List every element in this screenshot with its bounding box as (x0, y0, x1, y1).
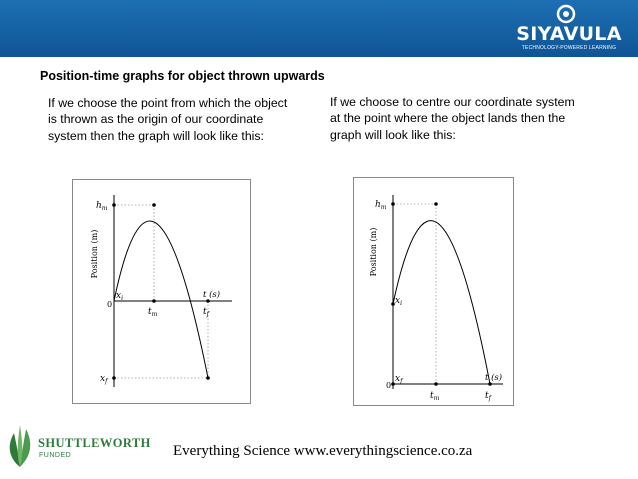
peak-point (434, 202, 438, 206)
slide-title: Position-time graphs for object thrown upwards (40, 69, 325, 83)
siyavula-logo[interactable] (510, 4, 628, 52)
tf-label: $t_f$ (485, 391, 491, 402)
left-description: If we choose the point from which the object is thrown as the origin of our coordinate system then the graph will look like this: (48, 96, 288, 143)
logo-wordmark: SIYAVULA (516, 23, 622, 45)
tm-point (434, 382, 438, 386)
position-time-graph-origin-at-landing (353, 177, 515, 407)
y-axis-label: Position (m) (369, 227, 378, 277)
xf-point (112, 376, 116, 380)
hm-point (112, 203, 116, 207)
sponsor-name: SHUTTLEWORTH (38, 436, 151, 450)
peak-point (152, 203, 156, 207)
hm-label: $h_m$ (96, 201, 108, 212)
tm-label: $t_m$ (148, 307, 158, 318)
xf-label: $x_f$ (100, 374, 108, 385)
siyavula-logo-mark-icon (555, 4, 577, 24)
tm-point (152, 299, 156, 303)
shuttleworth-leaf-icon (4, 423, 36, 469)
right-description: If we choose to centre our coordinate system at the point where the object lands then the graph will look like this: (330, 95, 575, 142)
logo-tagline: TECHNOLOGY-POWERED LEARNING (521, 45, 617, 51)
graph-frame (354, 178, 514, 406)
t-axis-label: t (s) (203, 290, 221, 300)
origin-label: 0 (107, 300, 113, 309)
shuttleworth-funded-logo[interactable] (4, 421, 154, 471)
header-banner (0, 0, 638, 57)
xi-label: $x_i$ (116, 291, 123, 302)
hm-point (391, 202, 395, 206)
tf-label: $t_f$ (203, 307, 209, 318)
footer-site-text: Everything Science www.everythingscience.co.za (173, 443, 473, 459)
y-axis-label: Position (m) (90, 229, 99, 279)
xf-label: $x_f$ (395, 374, 403, 385)
xi-label: $x_i$ (395, 296, 402, 307)
position-time-graph-origin-at-throw (72, 179, 252, 405)
hm-label: $h_m$ (375, 200, 387, 211)
origin-label: 0 (386, 381, 392, 390)
sponsor-subtitle: FUNDED (39, 452, 72, 459)
t-axis-label: t (s) (485, 373, 503, 383)
graph-frame (73, 180, 251, 404)
end-point (206, 376, 210, 380)
tm-label: $t_m$ (430, 391, 440, 402)
